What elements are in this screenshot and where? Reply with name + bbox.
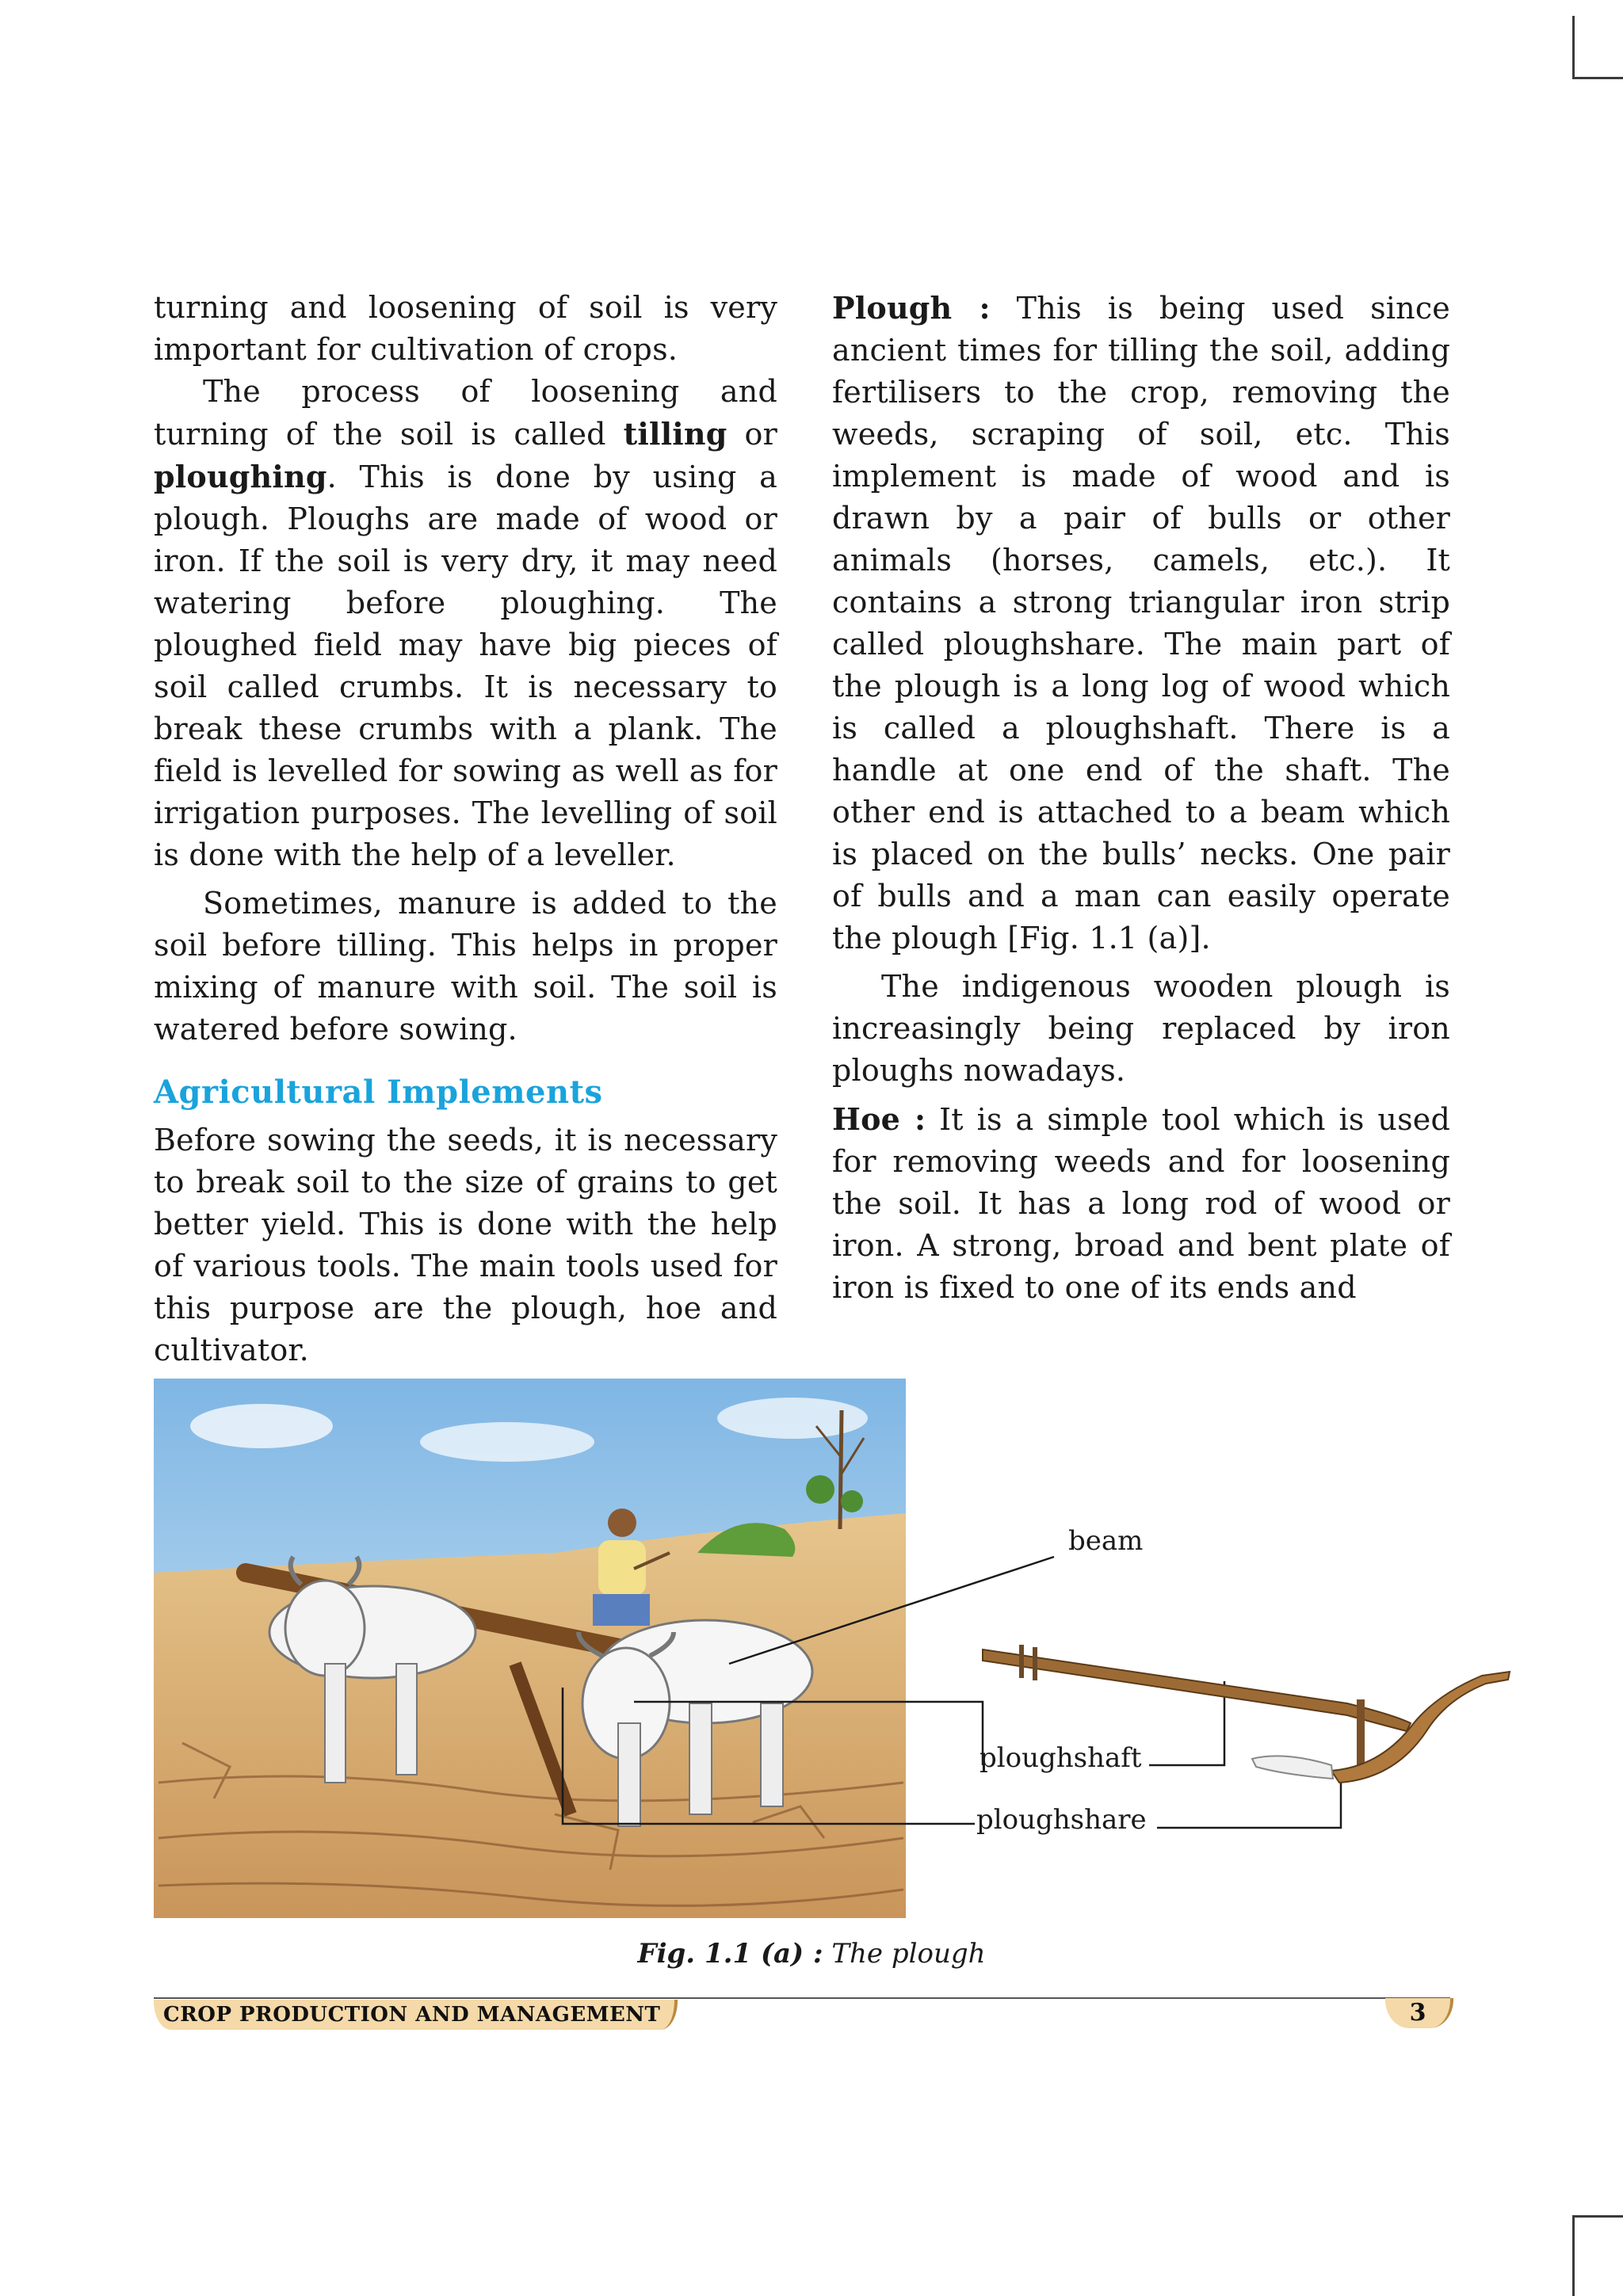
figure-caption (0, 1938, 1623, 1970)
section-heading: Agricultural Implements (154, 1074, 603, 1111)
figure-caption-text: The plough (823, 1938, 986, 1970)
footer-rule (154, 1997, 1450, 1999)
term-tilling: tilling (623, 416, 727, 452)
paragraph-text: The process of loosening and turning of the soil is called (154, 374, 777, 452)
label-beam: beam (1068, 1525, 1144, 1557)
term-ploughing: ploughing (154, 459, 327, 494)
paragraph-text: It is a simple tool which is used for removing weeds and for loosening the soil. It has a long rod of wood or iron. A strong, broad and bent plate of iron is fixed to one of its ends and (832, 1102, 1450, 1305)
term-plough: Plough : (832, 290, 991, 326)
chapter-title: CROP PRODUCTION AND MANAGEMENT (154, 2000, 678, 2030)
ploughing-scene-illustration (154, 1379, 906, 1918)
left-paragraph-1: turning and loosening of soil is very important for cultivation of crops. (154, 290, 777, 367)
figure-number: Fig. 1.1 (a) : (637, 1938, 823, 1970)
paragraph-text: This is being used since ancient times for tilling the soil, adding fertilisers to the crop, removing the weeds, scraping of soil, etc. This implement is made of wood and is drawn by a pair of bulls or other animals (horses, camels, etc.). It contains a strong triangular iron strip called ploughshare. The main part of the plough is a long log of wood which is called a ploughshaft. There is a handle at one end of the shaft. The other end is attached to a beam which is placed on the bulls’ necks. One pair of bulls and a man can easily operate the plough [Fig. 1.1 (a)]. (832, 291, 1450, 955)
left-paragraph-3: Sometimes, manure is added to the soil before tilling. This helps in proper mixing of manure with soil. The soil is watered before sowing. (154, 886, 777, 1047)
label-ploughshare: ploughshare (976, 1804, 1147, 1836)
page-number: 3 (1385, 1998, 1453, 2028)
right-paragraph-2: The indigenous wooden plough is increasingly being replaced by iron ploughs nowadays. (832, 969, 1450, 1088)
term-hoe: Hoe : (832, 1101, 926, 1137)
paragraph-text: or (727, 417, 777, 452)
label-ploughshaft: ploughshaft (980, 1742, 1142, 1774)
left-paragraph-4: Before sowing the seeds, it is necessary to break soil to the size of grains to get better yield. This is done with the help of various tools. The main tools used for this purpose are the plough, hoe and cultivator. (154, 1123, 777, 1367)
paragraph-text: . This is done by using a plough. Ploughs are made of wood or iron. If the soil is very dry, it may need watering before ploughing. The ploughed field may have big pieces of soil called crumbs. It is necessary to break these crumbs with a plank. The field is levelled for sowing as well as for irrigation purposes. The levelling of soil is done with the help of a leveller. (154, 460, 777, 872)
